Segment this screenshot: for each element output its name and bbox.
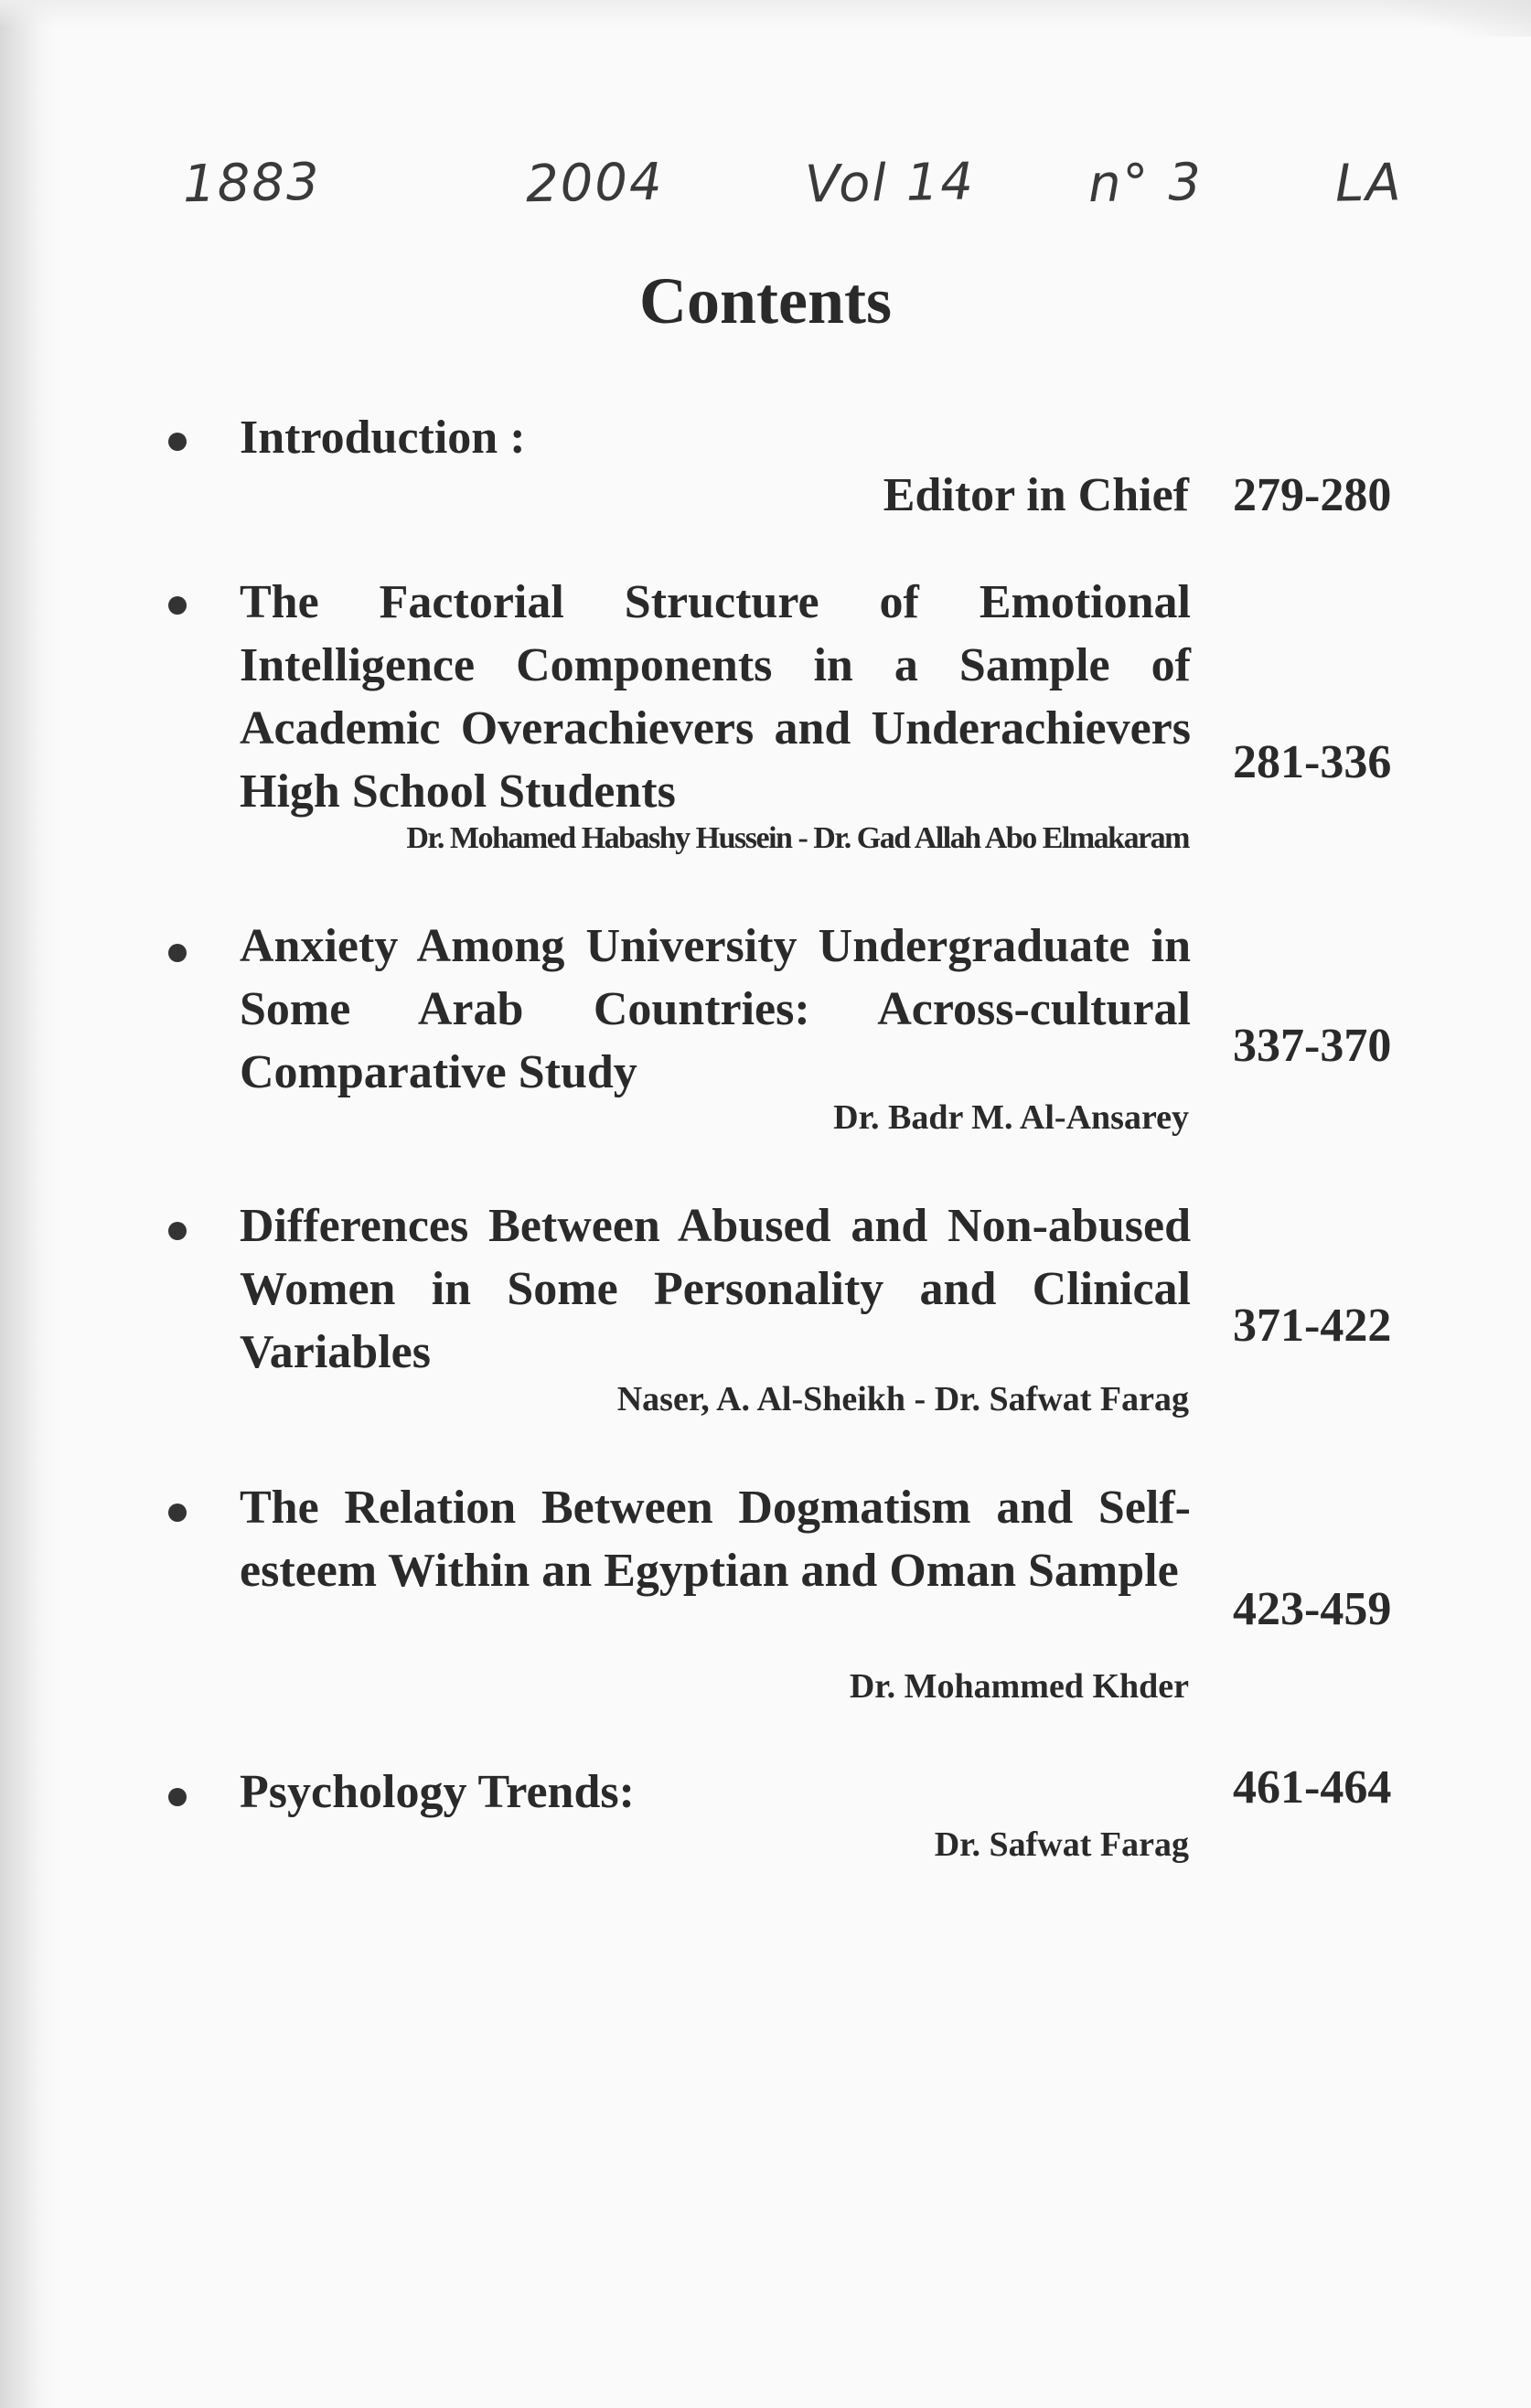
bullet-icon [168,1222,187,1240]
handwritten-volume: Vol 14 [804,152,976,215]
entry-pages: 461-464 [1233,1761,1392,1814]
page-corner-fold [1385,0,1531,37]
scan-edge-shadow [0,0,55,2408]
handwritten-ref: 1883 [182,152,322,215]
entry-author: Editor in Chief [883,469,1189,521]
entry-title: Introduction : [240,412,526,464]
scan-top-shadow [0,0,1531,27]
entry-title: Differences Between Abused and Non-abused Women in Some Personality and Clinical Variables [240,1200,1191,1378]
entry-pages: 281-336 [1233,736,1392,788]
entry-title: The Relation Between Dogmatism and Self-esteem Within an Egyptian and Oman Sample [240,1482,1191,1597]
entry-author: Dr. Mohamed Habashy Hussein - Dr. Gad Allah Abo Elmakaram [406,821,1189,855]
handwritten-year: 2004 [525,152,665,215]
entry-author: Dr. Mohammed Khder [849,1667,1189,1706]
page-title: Contents [638,264,892,337]
entry-pages: 279-280 [1233,469,1392,521]
entry-title: Anxiety Among University Undergraduate in Some Arab Countries: Across-cultural Comparative Study [240,920,1191,1098]
bullet-icon [168,1788,187,1806]
bullet-icon [168,944,187,962]
entry-pages: 371-422 [1233,1300,1392,1352]
entry-pages: 337-370 [1233,1020,1392,1072]
entry-pages: 423-459 [1233,1583,1392,1635]
entry-title: Psychology Trends: [240,1766,635,1818]
bullet-icon [168,596,187,615]
handwritten-code: LA [1334,153,1404,214]
bullet-icon [168,433,187,451]
entry-author: Naser, A. Al-Sheikh - Dr. Safwat Farag [616,1380,1189,1418]
handwritten-number: n° 3 [1087,152,1204,215]
bullet-icon [168,1504,187,1522]
entry-title: The Factorial Structure of Emotional Intelligence Components in a Sample of Academic Overachievers and Underachievers High School Students [240,576,1191,818]
entry-author: Dr. Safwat Farag [934,1825,1189,1864]
entry-author: Dr. Badr M. Al-Ansarey [833,1098,1189,1137]
